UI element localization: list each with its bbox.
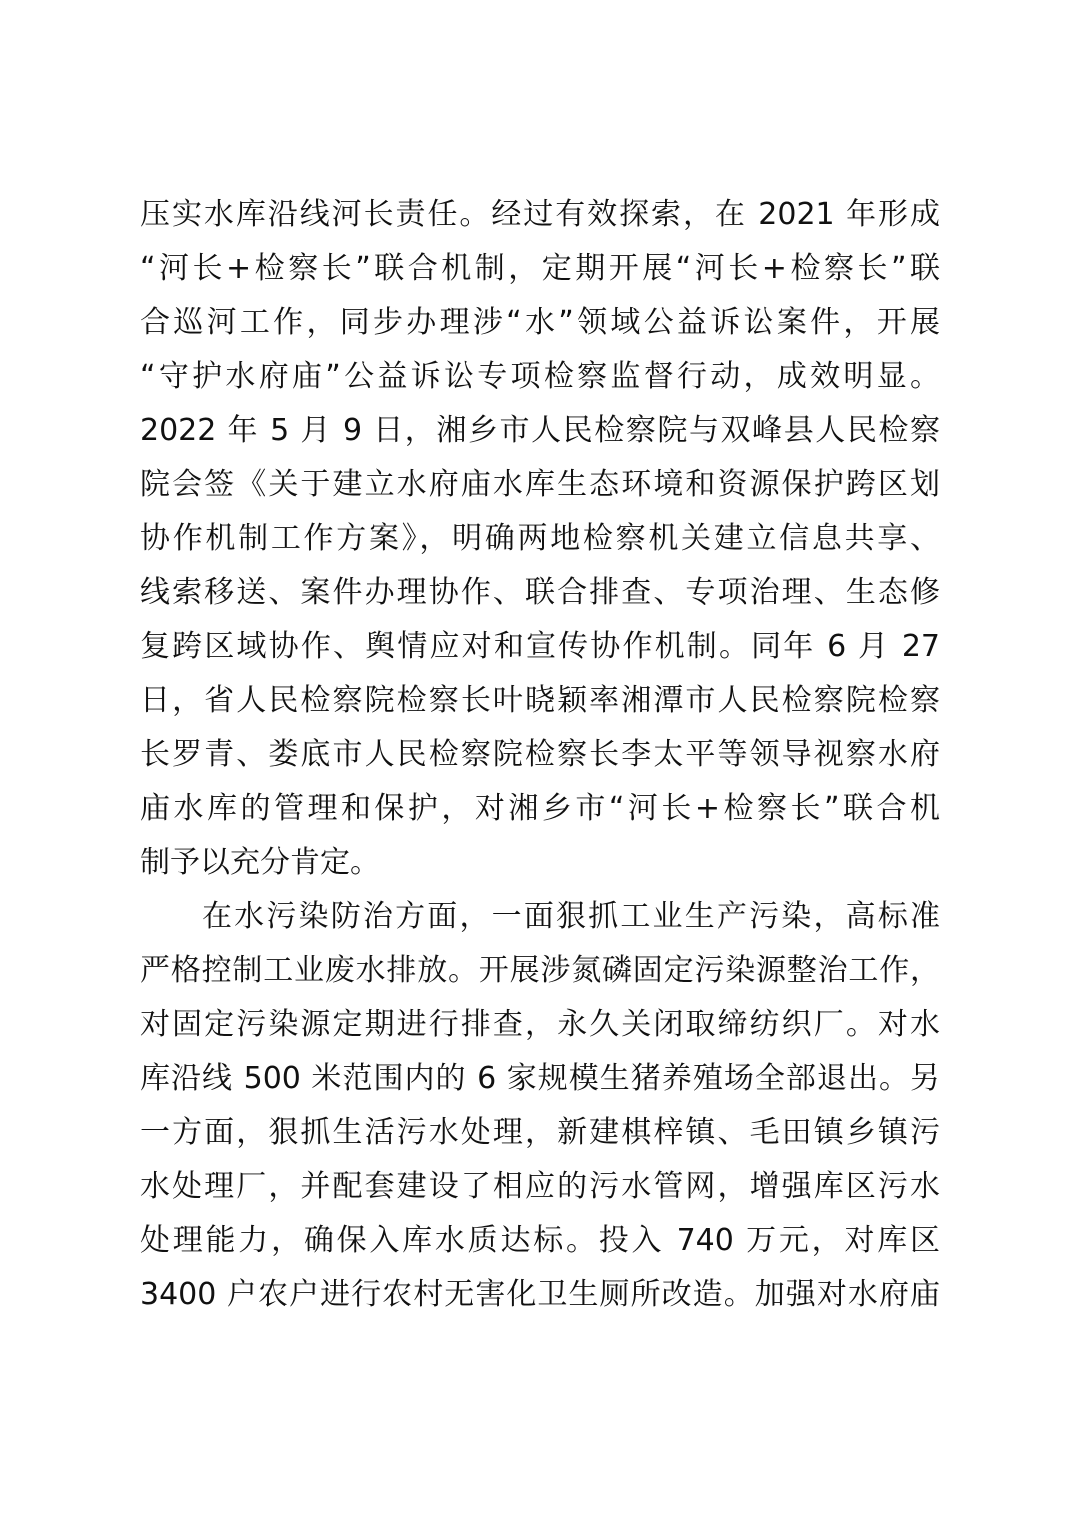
body-text (140, 188, 940, 1322)
text-line: “守护水府庙”公益诉讼专项检察监督行动，成效明显。 (140, 359, 940, 394)
text-line: 协作机制工作方案》，明确两地检察机关建立信息共享、 (140, 521, 940, 556)
text-line: 制予以充分肯定。 (140, 845, 380, 880)
text-line: 处理能力，确保入库水质达标。投入 740 万元，对库区 (140, 1223, 940, 1258)
text-line: 日，省人民检察院检察长叶晓颖率湘潭市人民检察院检察 (140, 683, 940, 718)
text-line: 在水污染防治方面，一面狠抓工业生产污染，高标准 (202, 899, 940, 934)
text-line: 水处理厂，并配套建设了相应的污水管网，增强库区污水 (140, 1169, 940, 1204)
paragraph-1 (140, 188, 940, 890)
text-line: 库沿线 500 米范围内的 6 家规模生猪养殖场全部退出。另 (140, 1061, 940, 1096)
text-line: “河长+检察长”联合机制，定期开展“河长+检察长”联 (140, 251, 940, 286)
text-line: 长罗青、娄底市人民检察院检察长李太平等领导视察水府 (140, 737, 940, 772)
text-line: 2022 年 5 月 9 日，湘乡市人民检察院与双峰县人民检察 (140, 413, 940, 448)
paragraph-2 (140, 890, 940, 1322)
text-line: 庙水库的管理和保护，对湘乡市“河长+检察长”联合机 (140, 791, 940, 826)
text-line: 严格控制工业废水排放。开展涉氮磷固定污染源整治工作， (140, 953, 940, 988)
text-line: 院会签《关于建立水府庙水库生态环境和资源保护跨区划 (140, 467, 940, 502)
text-line: 复跨区域协作、舆情应对和宣传协作机制。同年 6 月 27 (140, 629, 940, 664)
text-line: 压实水库沿线河长责任。经过有效探索，在 2021 年形成 (140, 197, 940, 232)
text-line: 3400 户农户进行农村无害化卫生厕所改造。加强对水府庙 (140, 1277, 940, 1312)
text-line: 线索移送、案件办理协作、联合排查、专项治理、生态修 (140, 575, 940, 610)
text-line: 对固定污染源定期进行排查，永久关闭取缔纺织厂。对水 (140, 1007, 940, 1042)
text-line: 一方面，狠抓生活污水处理，新建棋梓镇、毛田镇乡镇污 (140, 1115, 940, 1150)
text-line: 合巡河工作，同步办理涉“水”领域公益诉讼案件，开展 (140, 305, 940, 340)
